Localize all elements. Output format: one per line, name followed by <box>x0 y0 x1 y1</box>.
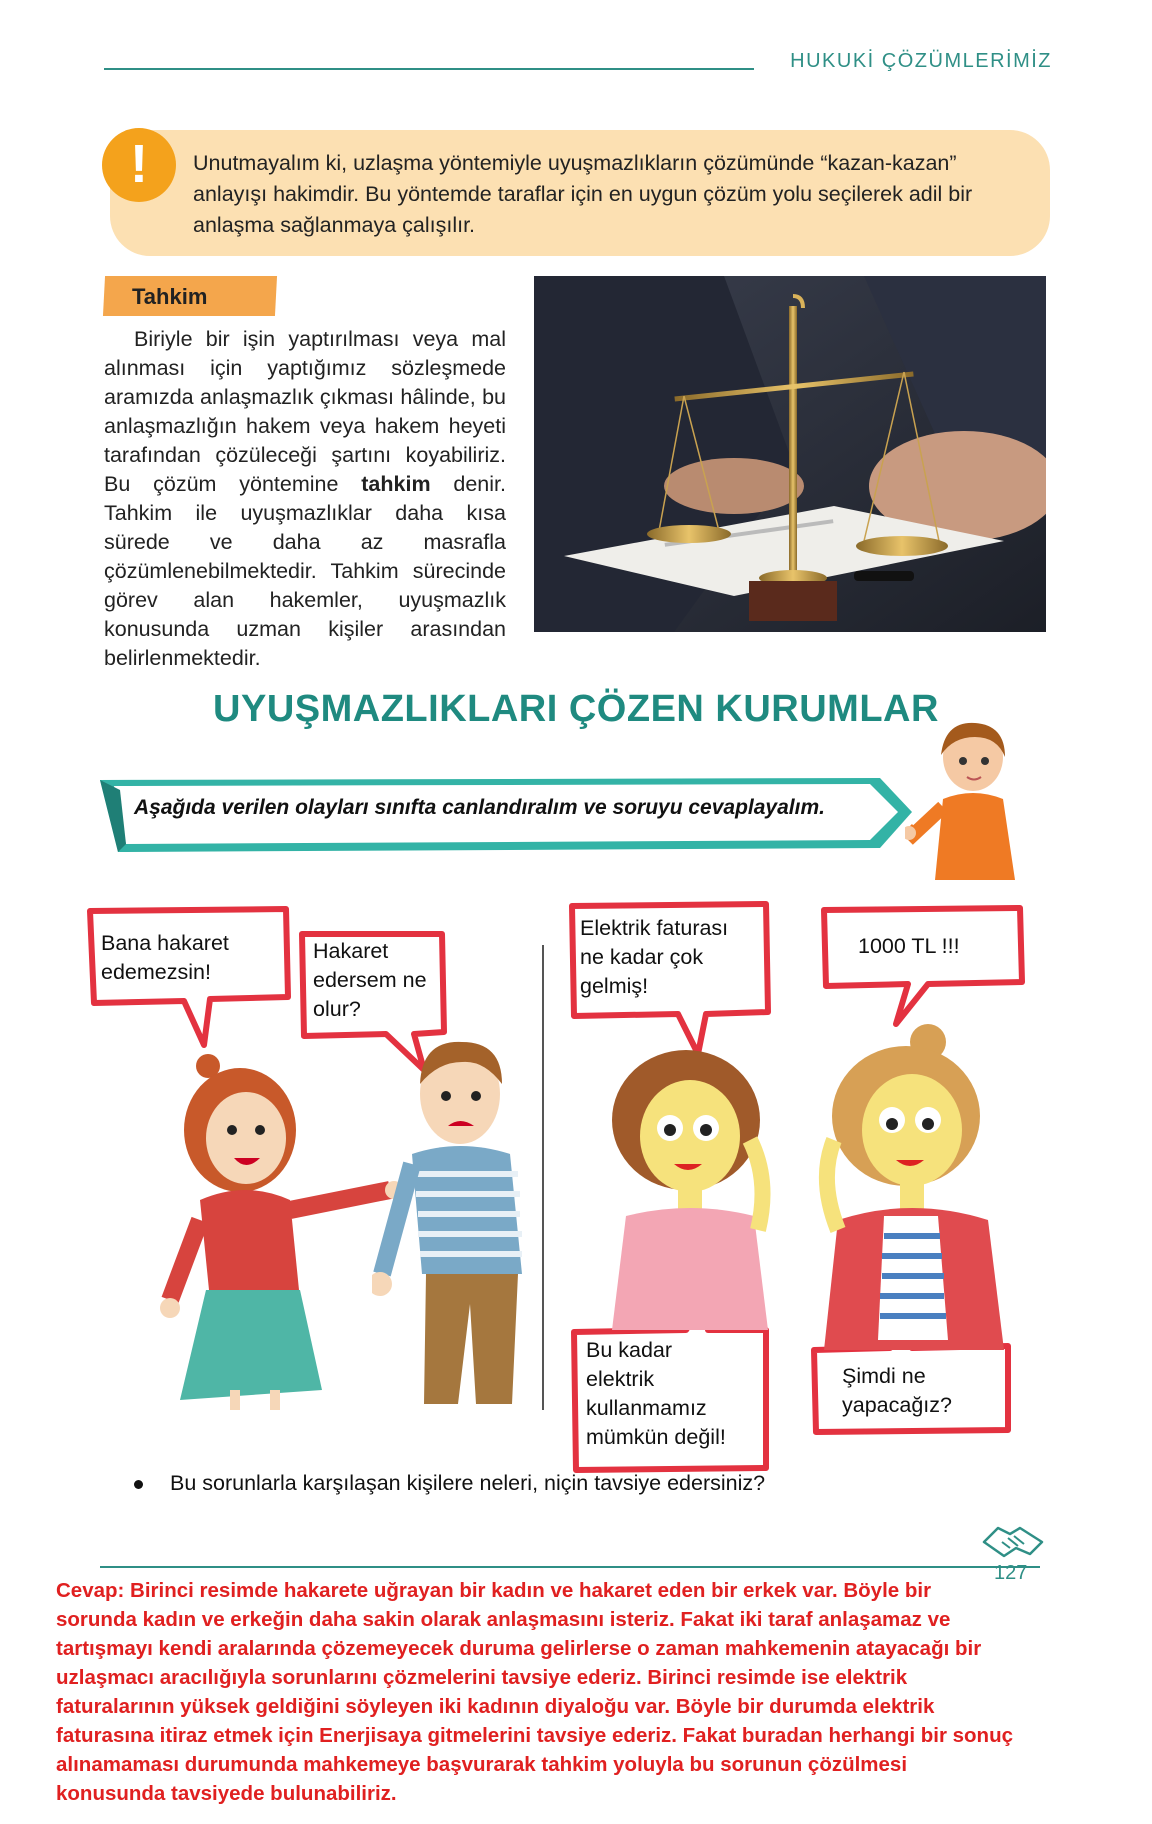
instruction-text: Aşağıda verilen olayları sınıfta canlandıralım ve soruyu cevaplayalım. <box>134 796 825 819</box>
question-text: Bu sorunlarla karşılaşan kişilere neleri, niçin tavsiye edersiniz? <box>170 1471 766 1495</box>
scene-divider <box>542 945 544 1410</box>
reminder-text: Unutmayalım ki, uzlaşma yöntemiyle uyuşmazlıkların çözümünde “kazan-kazan” anlayışı hakimdir. Bu yöntemde taraflar için en uygun çözüm yolu seçilerek adil bir anlaşma sağlanmaya çalışılır. <box>193 151 973 237</box>
bubble-text-woman-3-top: 1000 TL !!! <box>858 934 960 958</box>
handshake-icon <box>980 1520 1046 1560</box>
tahkim-keyword: tahkim <box>361 472 431 496</box>
question-bullet <box>134 1480 143 1489</box>
bubble-text-woman-1: Bana hakaret edemezsin! <box>101 931 229 984</box>
bubble-text-woman-2-top: Elektrik faturası ne kadar çok gelmiş! <box>580 916 729 998</box>
speech-bubble-woman-3-top <box>818 904 1028 1030</box>
section-title: UYUŞMAZLIKLARI ÇÖZEN KURUMLAR <box>213 688 939 730</box>
angry-man-illustration <box>372 1034 542 1404</box>
answer-text: Cevap: Birinci resimde hakarete uğrayan bir kadın ve hakaret eden bir erkek var. Böyle bir sorunda kadın ve erkeğin daha sakin olarak anlaşmasını isteriz. Fakat iki taraf anlaşamaz ve tartışmayı kendi aralarında çözemeyecek duruma gelirlerse o zaman mahkemenin atayacağı bir uzlaşmacı aracılığıyla sorunlarını çözmelerini tavsiye ederiz. Birinci resimde ise elektrik faturalarının yüksek geldiğini söyleyen iki kadının diyaloğu var. Böyle bir durumda elektrik faturasına itiraz etmek için Enerjisaya gitmelerini tavsiye ederiz. Fakat buradan herhangi bir sonuç alınamaması durumunda mahkemeye başvurarak tahkim yoluyla bu sorunun çözülmesi konusunda tavsiyede bulunabiliriz. <box>56 1579 1013 1805</box>
bubble-text-woman-2-bottom: Bu kadar elektrik kullanmamız mümkün değil! <box>586 1338 726 1449</box>
scales-of-justice-photo <box>534 276 1046 632</box>
bubble-text-man: Hakaret edersem ne olur? <box>313 939 427 1021</box>
page-number: 127 <box>994 1562 1028 1584</box>
chapter-title: HUKUKİ ÇÖZÜMLERİMİZ <box>790 50 1052 72</box>
exclamation-icon: ! <box>102 128 176 202</box>
header-rule <box>104 68 754 70</box>
bubble-text-woman-3-bottom: Şimdi ne yapacağız? <box>842 1364 952 1417</box>
tahkim-paragraph <box>104 325 506 673</box>
tahkim-title: Tahkim <box>132 284 208 309</box>
footer-rule <box>100 1566 1040 1568</box>
tahkim-text-2: denir. Tahkim ile uyuşmazlıklar daha kısa sürede ve daha az masrafla çözümlenebilmektedir. Tahkim sürecinde görev alan hakemler, uyuşmazlık konusunda uzman kişiler arasından belirlenmektedir. <box>104 472 506 670</box>
boy-character-illustration <box>905 715 1035 885</box>
angry-woman-illustration <box>150 1050 400 1410</box>
tahkim-text-1: Biriyle bir işin yaptırılması veya mal alınması için yaptığımız sözleşmede aramızda anlaşmazlık çıkması hâlinde, bu anlaşmazlığın hakem veya hakem heyeti tarafından çözüleceği şartını koyabiliriz. Bu çözüm yöntemine <box>104 327 506 496</box>
worried-woman-illustration <box>808 1020 1028 1350</box>
surprised-woman-illustration <box>590 1040 790 1330</box>
